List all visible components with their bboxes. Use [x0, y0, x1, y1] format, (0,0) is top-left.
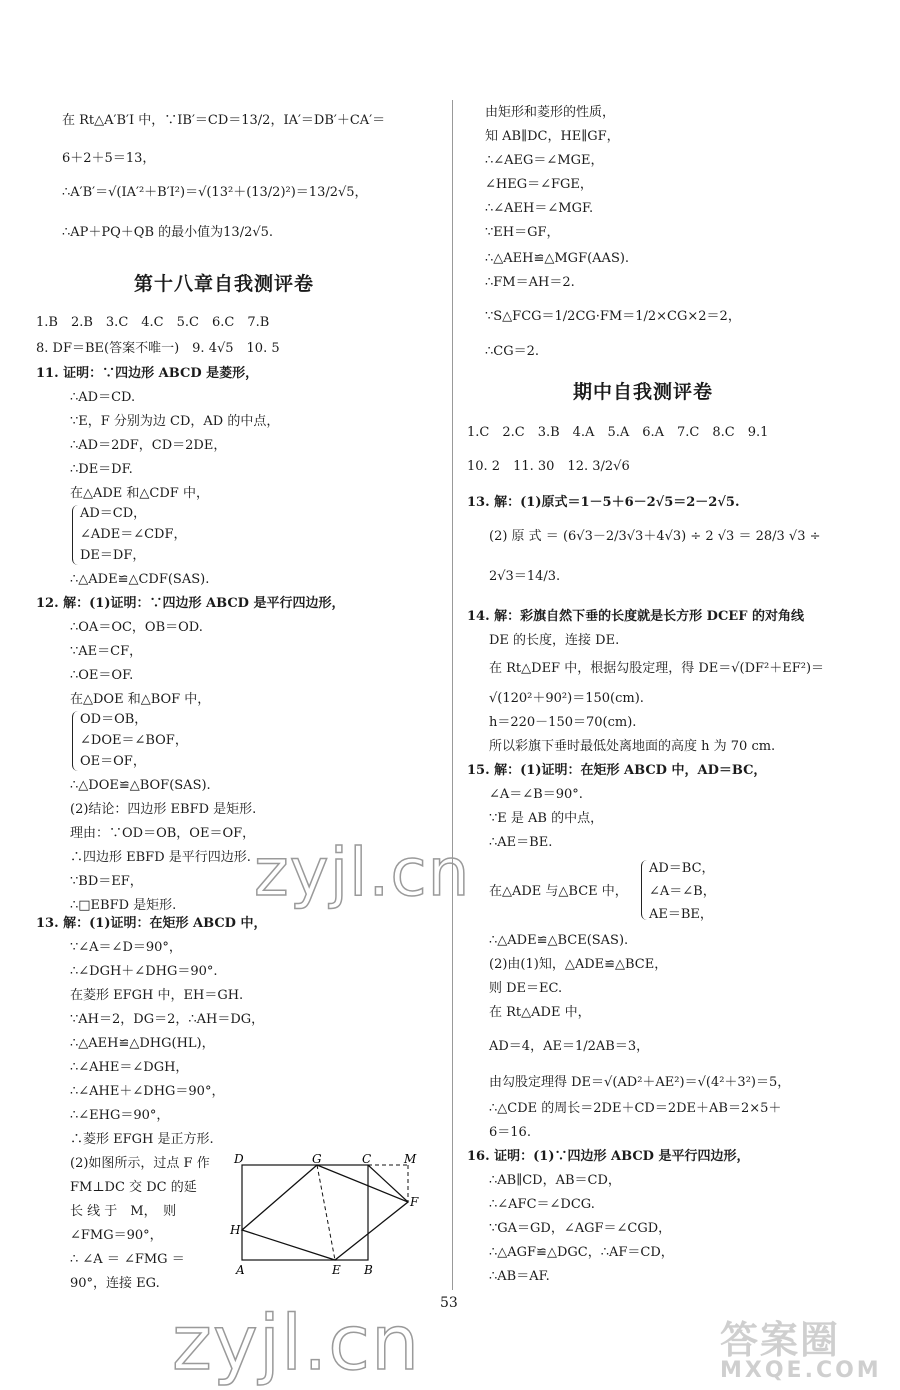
point-label: F — [410, 1195, 419, 1209]
text-line: ∵S△FCG＝1/2CG·FM＝1/2×CG×2＝2， — [485, 309, 741, 324]
text-line: 在 Rt△DEF 中，根据勾股定理，得 DE＝√(DF²＋EF²)＝ — [489, 661, 825, 676]
problem-line: 12. 解：(1)证明：∵四边形 ABCD 是平行四边形， — [36, 596, 345, 611]
text-line: 在△DOE 和△BOF 中， — [70, 692, 211, 707]
site-stamp — [720, 1320, 890, 1384]
text-line: ∴ ∠A ＝ ∠FMG ＝ — [70, 1252, 185, 1267]
segment-ge — [317, 1165, 335, 1260]
text-line: OD＝OB， — [80, 712, 148, 727]
system-brace — [72, 711, 78, 771]
text-line: ∴AD＝2DF，CD＝2DE， — [70, 438, 227, 453]
watermark-text: zyjl.cn — [172, 1298, 421, 1387]
text-line: 在 Rt△A′B′I 中，∵IB′＝CD＝13/2，IA′＝DB′＋CA′＝ — [62, 113, 386, 128]
text-line: FM⊥DC 交 DC 的延 — [70, 1180, 197, 1195]
text-line: ∵EH＝GF， — [485, 225, 560, 240]
text-line: 在△ADE 与△BCE 中， — [489, 884, 628, 899]
answer-line: 10. 2 11. 30 12. 3/2√6 — [467, 459, 630, 474]
text-line: ∴∠AHE＝∠DGH， — [70, 1060, 189, 1075]
text-line: (2)如图所示，过点 F 作 — [70, 1156, 210, 1171]
rectangle-abcd — [242, 1165, 368, 1260]
text-line: 长 线 于 M， 则 — [70, 1204, 177, 1219]
text-line: 在 Rt△ADE 中， — [489, 1005, 591, 1020]
text-line: 6＋2＋5＝13， — [62, 151, 156, 166]
segment-cf — [368, 1165, 408, 1202]
text-line: ∠A＝∠B， — [649, 884, 716, 899]
watermark-text: zyjl.cn — [254, 834, 471, 911]
answer-line: 8. DF＝BE(答案不唯一) 9. 4√5 10. 5 — [36, 341, 280, 356]
text-line: ∴∠AEH＝∠MGF. — [485, 201, 594, 216]
text-line: ∵E 是 AB 的中点， — [489, 811, 604, 826]
text-line: ∴△DOE≌△BOF(SAS). — [70, 778, 211, 793]
text-line: ∴△AGF≌△DGC，∴AF＝CD， — [489, 1245, 674, 1260]
text-line: ∴OE＝OF. — [70, 668, 134, 683]
text-line: (2) 原 式 ＝ (6√3－2/3√3＋4√3) ÷ 2 √3 ＝ 28/3 √3 ÷ — [489, 529, 821, 544]
point-label: B — [364, 1263, 373, 1277]
text-line: 在△ADE 和△CDF 中， — [70, 486, 209, 501]
section-heading: 期中自我测评卷 — [573, 381, 714, 403]
text-line: DE 的长度，连接 DE. — [489, 633, 620, 648]
section-heading: 第十八章自我测评卷 — [134, 273, 315, 295]
problem-line: 13. 解：(1)原式＝1－5＋6－2√5＝2－2√5. — [467, 495, 740, 510]
problem-line: 16. 证明：(1)∵四边形 ABCD 是平行四边形， — [467, 1149, 750, 1164]
text-line: 知 AB∥DC，HE∥GF， — [485, 129, 620, 144]
text-line: ∴菱形 EFGH 是正方形. — [70, 1132, 214, 1147]
text-line: ∠DOE＝∠BOF， — [80, 733, 188, 748]
text-line: ∵AE＝CF， — [70, 644, 143, 659]
point-label: D — [234, 1152, 244, 1166]
system-brace — [72, 505, 78, 565]
text-line: 6＝16. — [489, 1125, 531, 1140]
text-line: ∴□EBFD 是矩形. — [70, 898, 177, 913]
problem-line: 14. 解：彩旗自然下垂的长度就是长方形 DCEF 的对角线 — [467, 609, 804, 624]
text-line: ∴△CDE 的周长＝2DE＋CD＝2DE＋AB＝2×5＋ — [489, 1101, 782, 1116]
text-line: ∴A′B′＝√(IA′²＋B′I²)＝√(13²＋(13/2)²)＝13/2√5， — [62, 185, 368, 200]
text-line: ∠FMG＝90°， — [70, 1228, 163, 1243]
text-line: ∴△ADE≌△CDF(SAS). — [70, 572, 210, 587]
text-line: ∴△AEH≌△MGF(AAS). — [485, 251, 630, 266]
text-line: ∴AB＝AF. — [489, 1269, 550, 1284]
point-label: H — [230, 1223, 241, 1237]
text-line: (2)结论：四边形 EBFD 是矩形. — [70, 802, 257, 817]
answer-line: 1.C 2.C 3.B 4.A 5.A 6.A 7.C 8.C 9.1 — [467, 425, 769, 440]
text-line: ∠ADE＝∠CDF， — [80, 527, 187, 542]
text-line: ∴∠AFC＝∠DCG. — [489, 1197, 595, 1212]
text-line: 理由：∵OD＝OB，OE＝OF， — [70, 826, 256, 841]
text-line: 由矩形和菱形的性质， — [485, 105, 616, 120]
text-line: ∴AE＝BE. — [489, 835, 553, 850]
text-line: ∵GA＝GD，∠AGF＝∠CGD， — [489, 1221, 672, 1236]
text-line: ∵AH＝2，DG＝2，∴AH＝DG， — [70, 1012, 265, 1027]
answer-line: 1.B 2.B 3.C 4.C 5.C 6.C 7.B — [36, 315, 270, 330]
problem-line: 11. 证明：∵四边形 ABCD 是菱形， — [36, 366, 259, 381]
text-line: DE＝DF， — [80, 548, 146, 563]
text-line: AD＝BC， — [649, 861, 715, 876]
text-line: h＝220－150＝70(cm). — [489, 715, 637, 730]
text-line: 在菱形 EFGH 中，EH＝GH. — [70, 988, 244, 1003]
text-line: ∵E，F 分别为边 CD，AD 的中点， — [70, 414, 280, 429]
text-line: ∴CG＝2. — [485, 344, 540, 359]
text-line: ∴OA＝OC，OB＝OD. — [70, 620, 203, 635]
geometry-figure — [228, 1148, 428, 1278]
text-line: ∵BD＝EF， — [70, 874, 143, 889]
problem-line: 15. 解：(1)证明：在矩形 ABCD 中，AD＝BC， — [467, 763, 767, 778]
stamp-url: MXQE.COM — [720, 1358, 882, 1383]
stamp-title: 答案圈 — [720, 1318, 841, 1362]
text-line: 90°，连接 EG. — [70, 1276, 160, 1291]
system-brace — [641, 860, 647, 920]
text-line: OE＝OF， — [80, 754, 146, 769]
text-line: √(120²＋90²)＝150(cm). — [489, 691, 644, 706]
point-label: M — [404, 1152, 417, 1166]
text-line: ∴∠AHE＋∠DHG＝90°， — [70, 1084, 225, 1099]
text-line: AD＝4，AE＝1/2AB＝3， — [489, 1039, 650, 1054]
text-line: 2√3＝14/3. — [489, 569, 561, 584]
point-label: E — [332, 1263, 341, 1277]
text-line: ∴四边形 EBFD 是平行四边形. — [70, 850, 251, 865]
text-line: ∴AD＝CD. — [70, 390, 136, 405]
text-line: ∴∠EHG＝90°， — [70, 1108, 170, 1123]
point-label: A — [236, 1263, 245, 1277]
text-line: ∴AB∥CD，AB＝CD， — [489, 1173, 621, 1188]
text-line: ∴△ADE≌△BCE(SAS). — [489, 933, 629, 948]
text-line: (2)由(1)知，△ADE≌△BCE， — [489, 957, 668, 972]
text-line: ∠A＝∠B＝90°. — [489, 787, 583, 802]
text-line: ∴DE＝DF. — [70, 462, 133, 477]
page-number: 53 — [440, 1295, 458, 1311]
problem-line: 13. 解：(1)证明：在矩形 ABCD 中， — [36, 916, 267, 931]
text-line: 则 DE＝EC. — [489, 981, 563, 996]
text-line: ∴△AEH≌△DHG(HL)， — [70, 1036, 215, 1051]
point-label: G — [312, 1152, 322, 1166]
text-line: ∴∠AEG＝∠MGE， — [485, 153, 604, 168]
text-line: ∴AP＋PQ＋QB 的最小值为13/2√5. — [62, 225, 274, 240]
text-line: AD＝CD， — [80, 506, 147, 521]
text-line: ∴∠DGH＋∠DHG＝90°. — [70, 964, 218, 979]
text-line: ∠HEG＝∠FGE， — [485, 177, 593, 192]
text-line: ∵∠A＝∠D＝90°， — [70, 940, 182, 955]
column-divider — [452, 100, 453, 1290]
text-line: ∴FM＝AH＝2. — [485, 275, 575, 290]
text-line: 所以彩旗下垂时最低处离地面的高度 h 为 70 cm. — [489, 739, 776, 754]
point-label: C — [362, 1152, 372, 1166]
text-line: AE＝BE， — [649, 907, 713, 922]
text-line: 由勾股定理得 DE＝√(AD²＋AE²)＝√(4²＋3²)＝5， — [489, 1075, 791, 1090]
